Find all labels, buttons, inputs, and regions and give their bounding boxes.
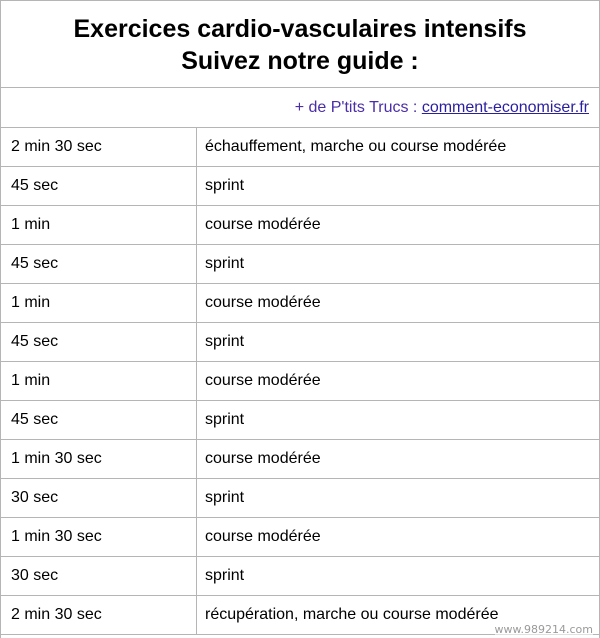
duration-cell: 45 sec — [1, 401, 197, 440]
table-row — [1, 362, 599, 401]
activity-cell: sprint — [197, 479, 600, 518]
page-title: Exercices cardio-vasculaires intensifs — [73, 15, 527, 43]
credit-prefix: + de P'tits Trucs : — [294, 99, 422, 116]
activity-cell: course modérée — [197, 206, 600, 245]
activity-cell: sprint — [197, 167, 600, 206]
duration-cell: 2 min 30 sec — [1, 128, 197, 167]
activity-cell: récupération, marche ou course modérée — [197, 596, 600, 635]
intervals-table-body — [1, 128, 599, 635]
activity-cell: sprint — [197, 323, 600, 362]
activity-cell: sprint — [197, 557, 600, 596]
table-row — [1, 518, 599, 557]
page-subtitle: Suivez notre guide : — [181, 47, 419, 75]
table-row — [1, 284, 599, 323]
duration-cell: 1 min — [1, 284, 197, 323]
duration-cell: 30 sec — [1, 479, 197, 518]
duration-cell: 45 sec — [1, 245, 197, 284]
table-row — [1, 128, 599, 167]
credit-link[interactable]: comment-economiser.fr — [421, 99, 589, 116]
table-row — [1, 245, 599, 284]
duration-cell: 1 min 30 sec — [1, 440, 197, 479]
activity-cell: course modérée — [197, 518, 600, 557]
duration-cell: 1 min — [1, 362, 197, 401]
activity-cell: course modérée — [197, 440, 600, 479]
duration-cell: 30 sec — [1, 557, 197, 596]
table-row — [1, 440, 599, 479]
watermark: www.989214.com — [494, 623, 593, 636]
duration-cell: 1 min — [1, 206, 197, 245]
credit-row — [1, 88, 599, 128]
duration-cell: 2 min 30 sec — [1, 596, 197, 635]
title-block — [1, 0, 599, 88]
table-row — [1, 323, 599, 362]
table-row — [1, 206, 599, 245]
activity-cell: sprint — [197, 245, 600, 284]
table-row — [1, 557, 599, 596]
table-row — [1, 479, 599, 518]
activity-cell: course modérée — [197, 362, 600, 401]
activity-cell: sprint — [197, 401, 600, 440]
duration-cell: 45 sec — [1, 167, 197, 206]
duration-cell: 45 sec — [1, 323, 197, 362]
table-row — [1, 167, 599, 206]
duration-cell: 1 min 30 sec — [1, 518, 197, 557]
activity-cell: échauffement, marche ou course modérée — [197, 128, 600, 167]
table-row — [1, 401, 599, 440]
activity-cell: course modérée — [197, 284, 600, 323]
intervals-table — [1, 128, 599, 635]
